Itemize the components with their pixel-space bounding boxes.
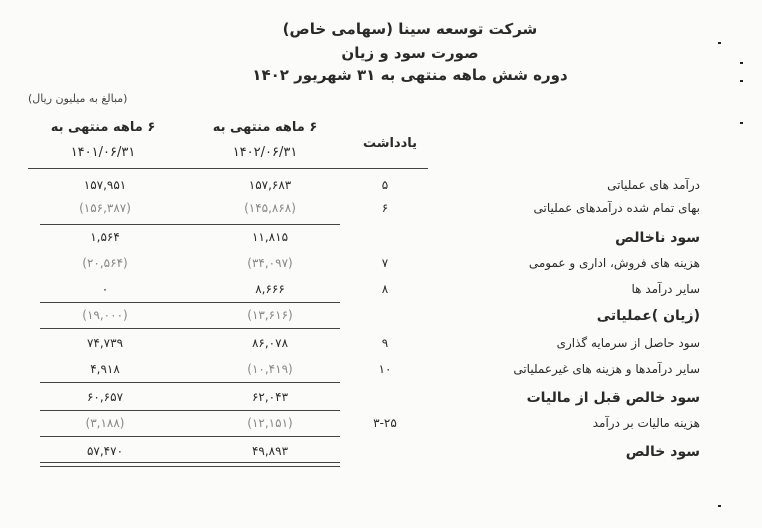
current-period-label: ۶ ماهه منتهی به: [212, 120, 318, 135]
prior-amount: ۶۰,۶۵۷: [86, 390, 124, 404]
line-item-label: درآمد های عملیاتی: [607, 178, 700, 192]
margin-mark: [718, 505, 721, 507]
margin-mark: [740, 122, 743, 124]
note-ref: ۸: [381, 282, 389, 296]
statement-row: [0, 256, 762, 282]
statement-row: [0, 416, 762, 442]
prior-amount: (۱۹,۰۰۰): [82, 308, 128, 322]
prior-amount: ۰: [101, 282, 109, 296]
current-amount: (۱۰,۴۱۹): [247, 362, 293, 376]
note-ref: ۳-۲۵: [373, 416, 397, 430]
current-amount: ۱۵۷,۶۸۳: [248, 178, 292, 192]
company-name: شرکت توسعه سینا (سهامی خاص): [282, 20, 538, 38]
prior-amount: ۷۴,۷۳۹: [86, 336, 124, 350]
current-amount: (۱۳,۶۱۶): [247, 308, 293, 322]
prior-amount: ۵۷,۴۷۰: [86, 444, 124, 458]
subtotal-rule: [40, 224, 340, 225]
statement-row: [0, 308, 762, 334]
prior-amount: (۲۰,۵۶۴): [82, 256, 128, 270]
current-amount: ۶۲,۰۴۳: [251, 390, 289, 404]
prior-period-date: ۱۴۰۱/۰۶/۳۱: [70, 145, 136, 160]
line-item-label: سود خالص قبل از مالیات: [526, 390, 700, 406]
subtotal-rule: [40, 302, 340, 303]
line-item-label: بهای تمام شده درآمدهای عملیاتی: [533, 201, 700, 215]
line-item-label: سود حاصل از سرمایه گذاری: [556, 336, 700, 350]
statement-title: صورت سود و زیان: [341, 44, 479, 62]
current-period-header: [190, 120, 340, 160]
statement-row: [0, 336, 762, 362]
current-amount: (۱۴۵,۸۶۸): [244, 201, 296, 215]
prior-amount: (۱۵۶,۳۸۷): [79, 201, 131, 215]
subtotal-rule: [40, 328, 340, 329]
prior-period-header: [28, 120, 178, 160]
note-column-header: یادداشت: [362, 136, 418, 151]
line-item-label: سایر درآمدها و هزینه های غیرعملیاتی: [513, 362, 700, 376]
current-period-date: ۱۴۰۲/۰۶/۳۱: [232, 145, 298, 160]
note-ref: ۷: [381, 256, 389, 270]
prior-period-label: ۶ ماهه منتهی به: [50, 120, 156, 135]
current-amount: (۱۲,۱۵۱): [247, 416, 293, 430]
margin-mark: [718, 42, 721, 44]
prior-amount: (۳,۱۸۸): [85, 416, 125, 430]
prior-amount: ۱۵۷,۹۵۱: [83, 178, 127, 192]
line-item-label: سایر درآمد ها: [631, 282, 700, 296]
header-rule: [28, 168, 428, 169]
period-title: دوره شش ماهه منتهی به ۳۱ شهریور ۱۴۰۲: [252, 66, 568, 84]
statement-row: [0, 282, 762, 308]
current-amount: ۴۹,۸۹۳: [251, 444, 289, 458]
line-item-label: (زیان )عملیاتی: [596, 308, 700, 324]
statement-row: [0, 390, 762, 416]
prior-amount: ۴,۹۱۸: [90, 362, 120, 376]
current-amount: ۸,۶۶۶: [255, 282, 285, 296]
subtotal-rule: [40, 382, 340, 383]
line-item-label: سود خالص: [625, 444, 700, 460]
note-ref: ۹: [381, 336, 389, 350]
line-item-label: سود ناخالص: [615, 230, 700, 246]
line-item-label: هزینه مالیات بر درآمد: [592, 416, 700, 430]
current-amount: ۱۱,۸۱۵: [251, 230, 289, 244]
margin-mark: [740, 80, 743, 82]
unit-note: (مبالغ به میلیون ریال): [28, 92, 128, 105]
statement-row: [0, 362, 762, 388]
note-ref: ۶: [381, 201, 389, 215]
subtotal-rule: [40, 410, 340, 411]
margin-mark: [740, 62, 743, 64]
total-double-rule: [40, 462, 340, 467]
note-ref: ۱۰: [378, 362, 392, 376]
note-ref: ۵: [381, 178, 389, 192]
line-item-label: هزینه های فروش، اداری و عمومی: [528, 256, 700, 270]
statement-row: [0, 230, 762, 256]
current-amount: (۳۴,۰۹۷): [247, 256, 293, 270]
prior-amount: ۱,۵۶۴: [90, 230, 120, 244]
current-amount: ۸۶,۰۷۸: [251, 336, 289, 350]
subtotal-rule: [40, 436, 340, 437]
